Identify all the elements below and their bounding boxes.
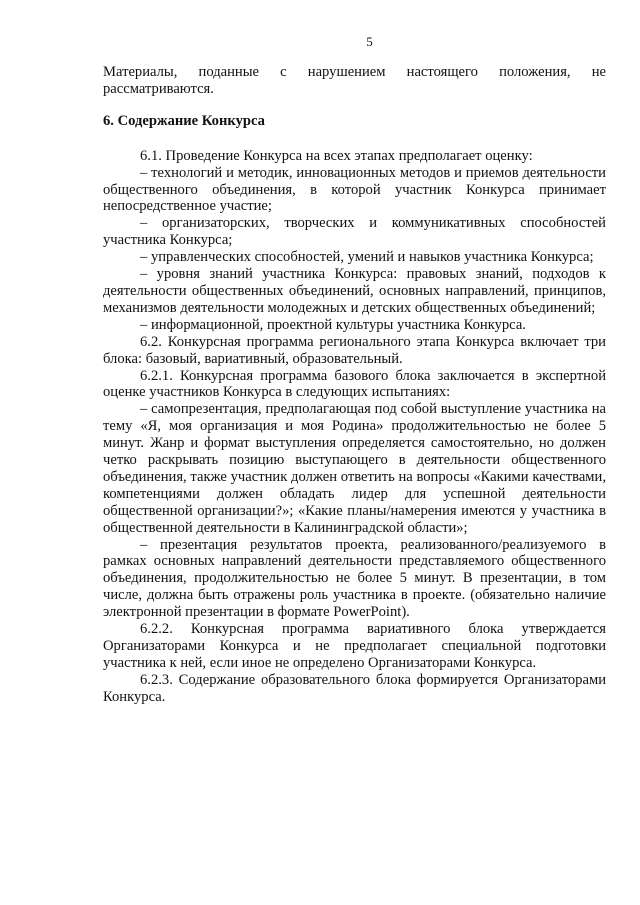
section-heading: 6. Содержание Конкурса bbox=[103, 112, 265, 129]
paragraph-6-2-2: 6.2.2. Конкурсная программа вариативного блока утверждается Организаторами Конкурса и не предполагает специальной подготовки участника к ней, если иное не определено Организаторами Конкурса. bbox=[103, 621, 606, 671]
list-item-technologies: – технологий и методик, инновационных методов и приемов деятельности общественного объединения, в которой участник Конкурса принимает непосредственное участие; bbox=[103, 164, 606, 215]
list-item-information-culture: – информационной, проектной культуры участника Конкурса. bbox=[140, 316, 526, 333]
intro-paragraph: Материалы, поданные с нарушением настоящего положения, не рассматриваются. bbox=[103, 64, 606, 97]
list-item-project-presentation: – презентация результатов проекта, реализованного/реализуемого в рамках основных направлений деятельности представляемого общественного объединения, продолжительностью не более 5 минут. В презентации, в том числе, должна быть отражены роль участника в проекте. (обязательно наличие электронной презентации в формате PowerPoint). bbox=[103, 536, 606, 621]
list-item-self-presentation: – самопрезентация, предполагающая под собой выступление участника на тему «Я, моя организация и моя Родина» продолжительностью не более 5 минут. Жанр и формат выступления определяется самостоятельно, но должен четко раскрывать позицию выступающего в деятельности общественного объединения, также участник должен ответить на вопросы «Какими качествами, компетенциями должен обладать лидер для успешной деятельности общественной организации?»; «Какие планы/намерения имеются у участника в общественной деятельности в Калининградской области»; bbox=[103, 401, 606, 536]
paragraph-6-2-1: 6.2.1. Конкурсная программа базового блока заключается в экспертной оценке участников Конкурса в следующих испытаниях: bbox=[103, 367, 606, 401]
list-item-managerial: – управленческих способностей, умений и навыков участника Конкурса; bbox=[140, 249, 594, 266]
list-item-organizational: – организаторских, творческих и коммуникативных способностей участника Конкурса; bbox=[103, 215, 606, 249]
paragraph-6-2: 6.2. Конкурсная программа регионального этапа Конкурса включает три блока: базовый, вариативный, образовательный. bbox=[103, 333, 606, 367]
paragraph-6-1: 6.1. Проведение Конкурса на всех этапах предполагает оценку: bbox=[140, 147, 533, 164]
list-item-knowledge: – уровня знаний участника Конкурса: правовых знаний, подходов к деятельности общественных объединений, основных направлений, принципов, механизмов деятельности молодежных и детских общественных объединений; bbox=[103, 266, 606, 316]
page-number: 5 bbox=[366, 34, 373, 49]
document-page bbox=[103, 34, 606, 706]
paragraph-6-2-3: 6.2.3. Содержание образовательного блока формируется Организаторами Конкурса. bbox=[103, 671, 606, 705]
